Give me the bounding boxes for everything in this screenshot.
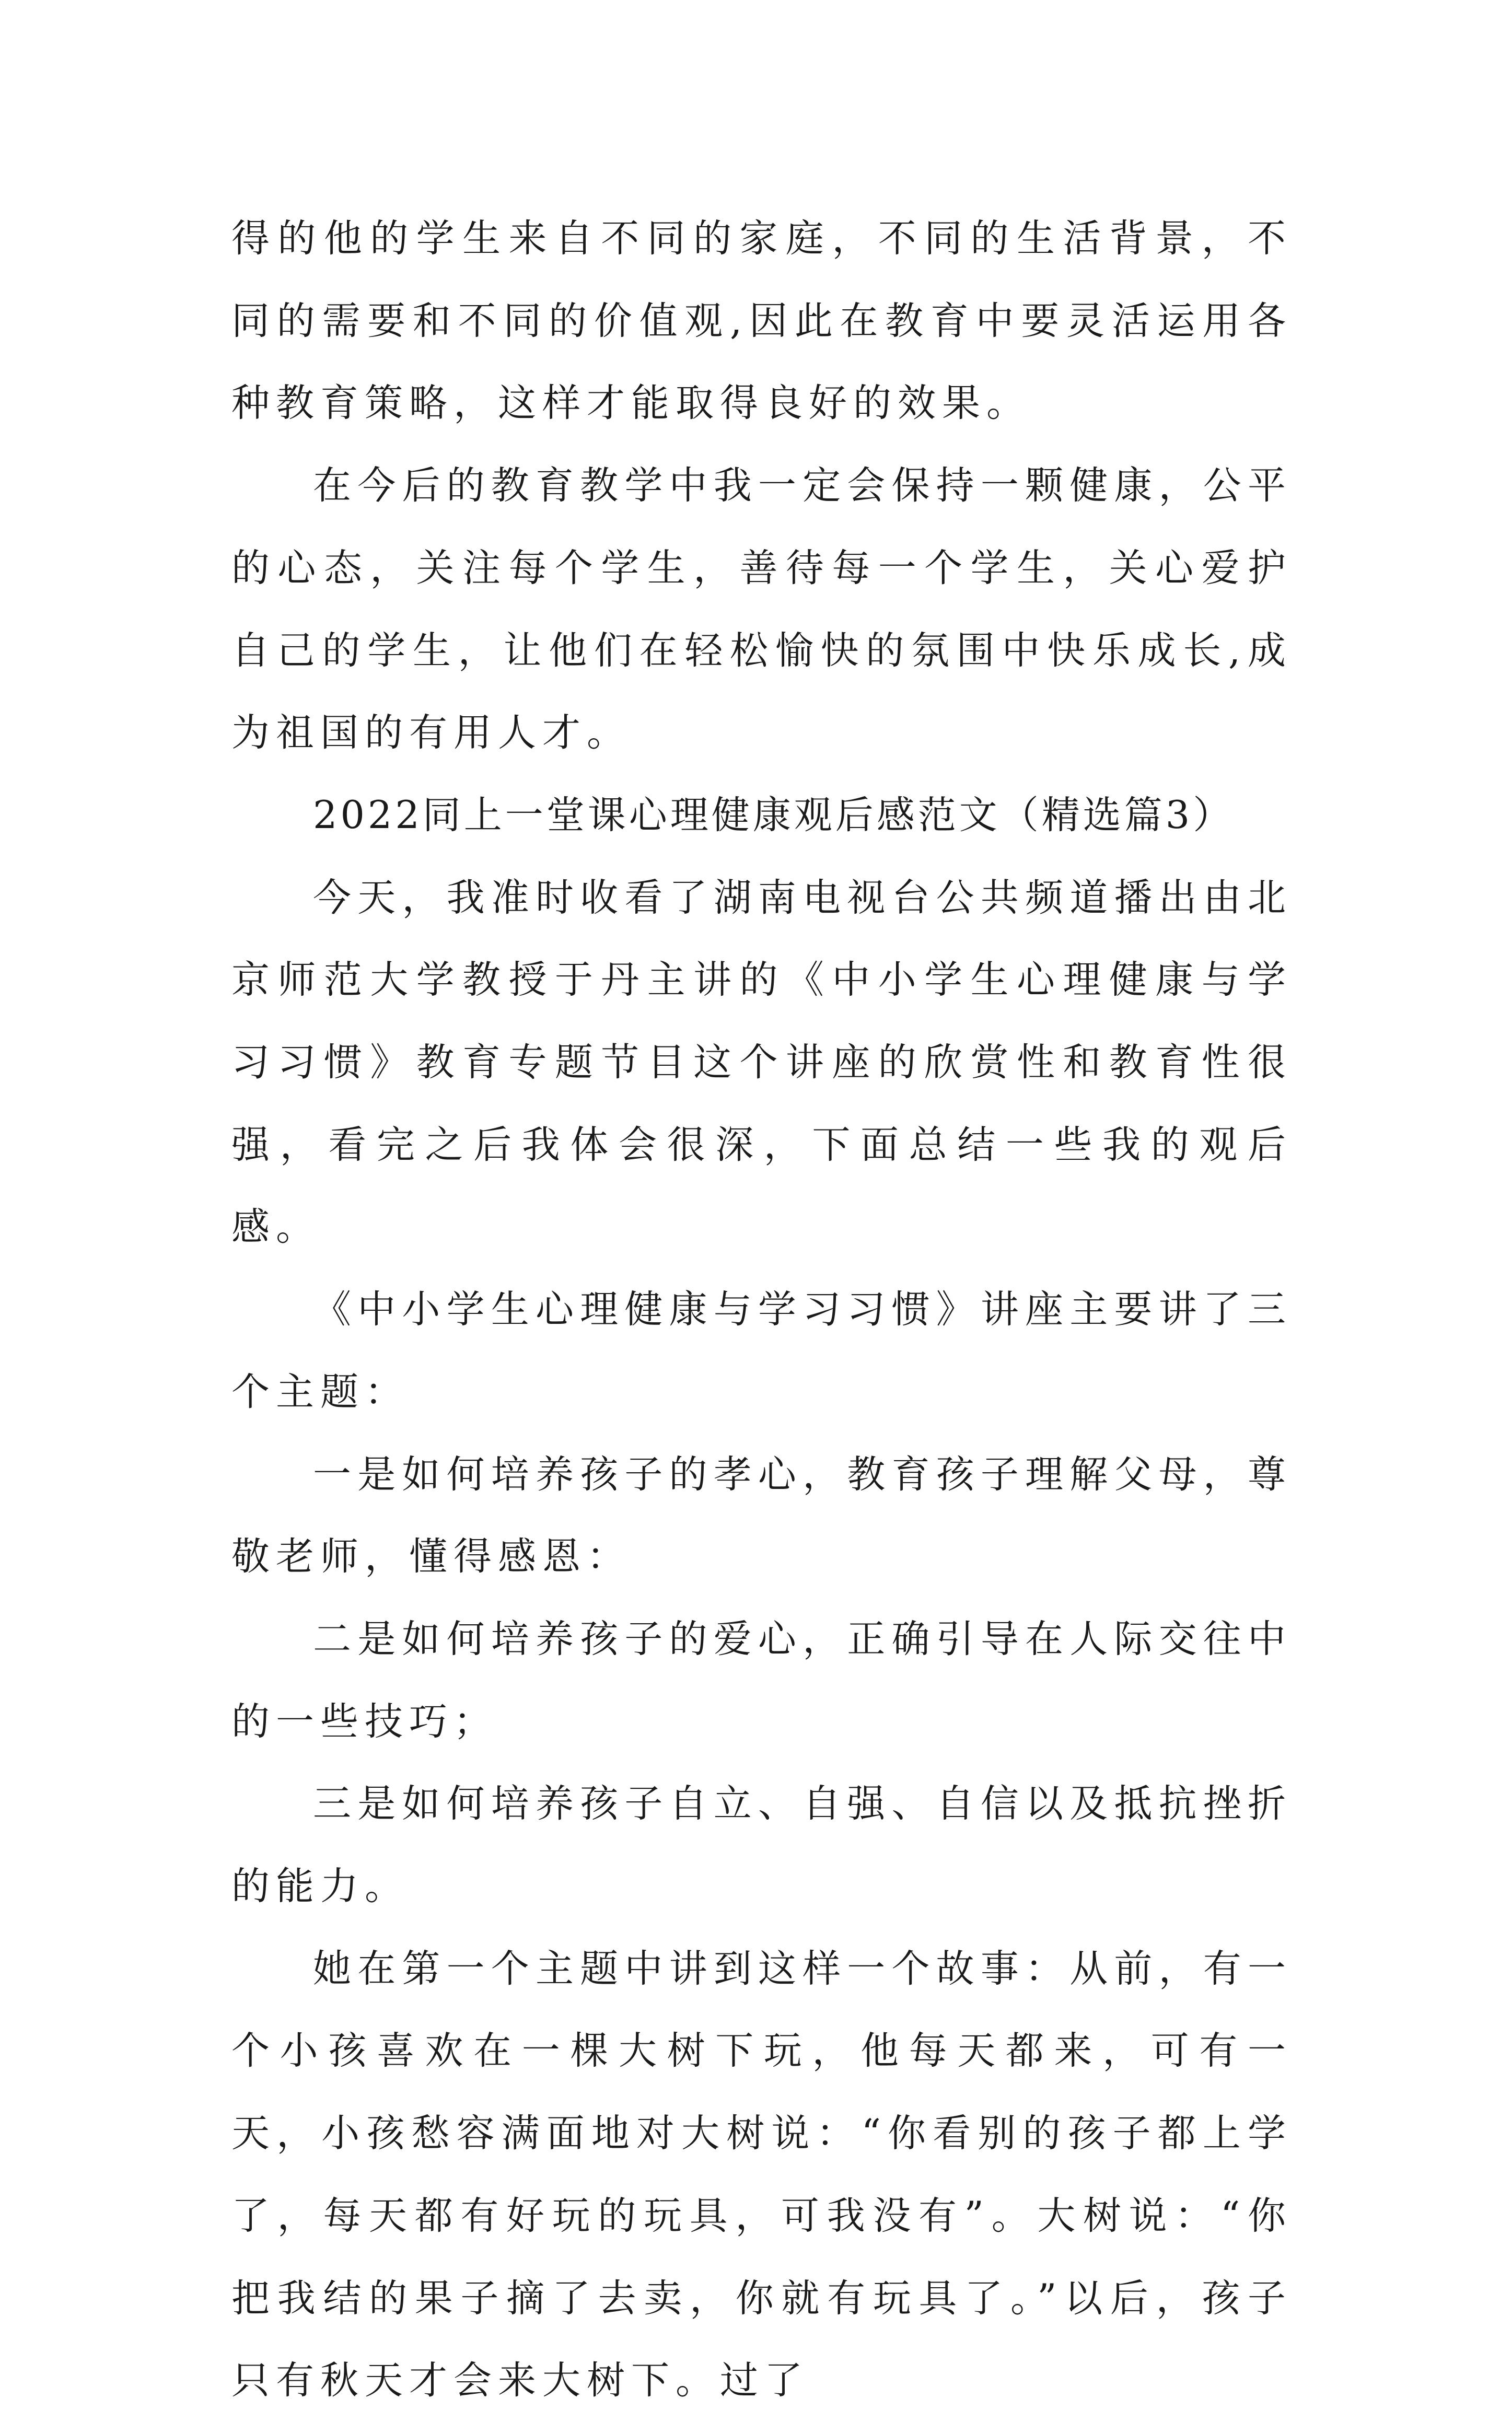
section-heading: 2022同上一堂课心理健康观后感范文（精选篇3） (313, 793, 1235, 837)
paragraph-story: 她在第一个主题中讲到这样一个故事：从前，有一个小孩喜欢在一棵大树下玩，他每天都来，可有一天，小孩愁容满面地对大树说：“你看别的孩子都上学了，每天都有好玩的玩具，可我没有”。大树说：“你把我结的果子摘了去卖，你就有玩具了。”以后，孩子只有秋天才会来大树下。过了 (231, 1946, 1292, 2403)
paragraph-lecture-topics: 《中小学生心理健康与学习习惯》讲座主要讲了三个主题： (231, 1287, 1292, 1414)
paragraph-continuation: 得的他的学生来自不同的家庭，不同的生活背景，不同的需要和不同的价值观,因此在教育中要灵活运用各种教育策略，这样才能取得良好的效果。 (231, 216, 1292, 426)
list-item-topic-3: 三是如何培养孩子自立、自强、自信以及抵抗挫折的能力。 (231, 1781, 1292, 1909)
list-item-topic-2: 二是如何培养孩子的爱心，正确引导在人际交往中的一些技巧； (231, 1616, 1292, 1744)
document-body (231, 197, 1292, 2422)
list-item-topic-1: 一是如何培养孩子的孝心，教育孩子理解父母，尊敬老师，懂得感恩： (231, 1452, 1292, 1579)
paragraph-broadcast: 今天，我准时收看了湖南电视台公共频道播出由北京师范大学教授于丹主讲的《中小学生心理健康与学习习惯》教育专题节目这个讲座的欣赏性和教育性很强，看完之后我体会很深，下面总结一些我的观后感。 (231, 875, 1292, 1250)
paragraph-future-teaching: 在今后的教育教学中我一定会保持一颗健康，公平的心态，关注每个学生，善待每一个学生，关心爱护自己的学生，让他们在轻松愉快的氛围中快乐成长,成为祖国的有用人才。 (231, 463, 1292, 755)
